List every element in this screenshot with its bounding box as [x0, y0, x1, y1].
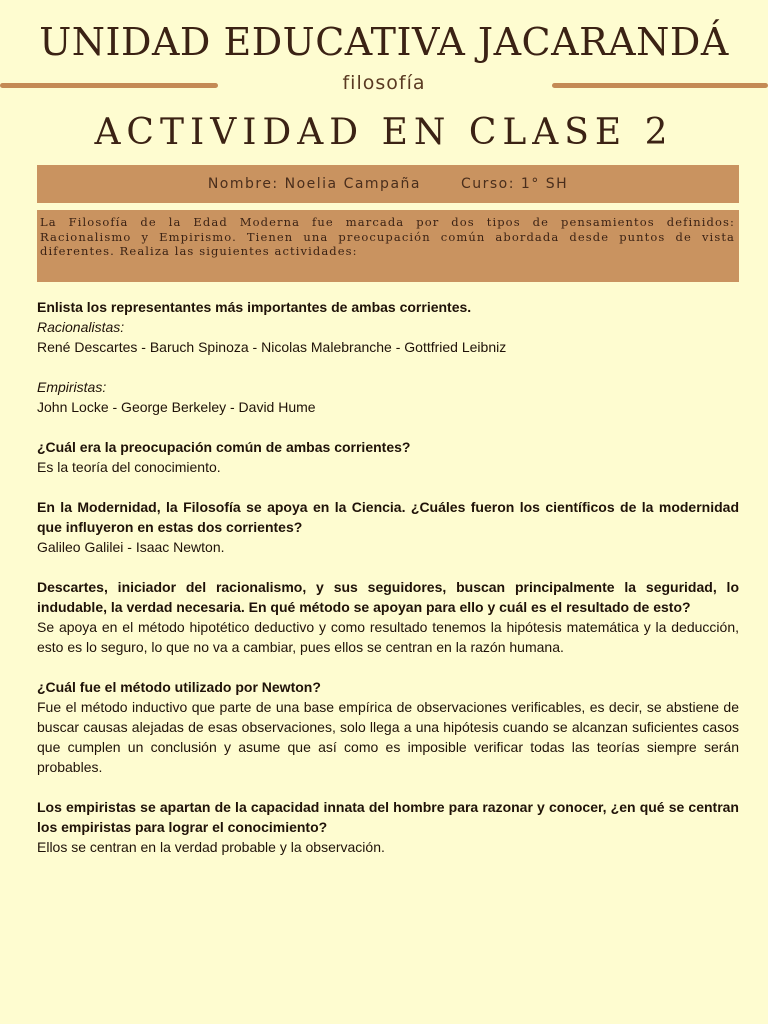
answer-4: Se apoya en el método hipotético deductivo y como resultado tenemos la hipótesis matemática y la deducción, esto es lo seguro, lo que no va a cambiar, pues ellos se centran en la razón humana. — [37, 619, 739, 655]
question-4: Descartes, iniciador del racionalismo, y sus seguidores, buscan principalmente la seguridad, lo indudable, la verdad necesaria. En qué método se apoyan para ello y cuál es el resultado de esto? — [37, 579, 739, 615]
decorative-brush-stroke-right — [552, 83, 768, 88]
answer-2: Es la teoría del conocimiento. — [37, 459, 221, 475]
question-6: Los empiristas se apartan de la capacidad innata del hombre para razonar y conocer, ¿en qué se centran los empiristas para lograr el conocimiento? — [37, 799, 739, 835]
question-1: Enlista los representantes más importantes de ambas corrientes. — [37, 299, 472, 315]
answer-6: Ellos se centran en la verdad probable y la observación. — [37, 839, 385, 855]
question-3: En la Modernidad, la Filosofía se apoya en la Ciencia. ¿Cuáles fueron los científicos de la modernidad que influyeron en estas dos corrientes? — [37, 499, 739, 535]
empiricists-label: Empiristas: — [37, 379, 107, 395]
student-info-bar — [37, 165, 739, 203]
rationalists-label: Racionalistas: — [37, 319, 125, 335]
question-2: ¿Cuál era la preocupación común de ambas corrientes? — [37, 439, 411, 455]
intro-box: La Filosofía de la Edad Moderna fue marcada por dos tipos de pensamientos definidos: Racionalismo y Empirismo. Tienen una preocupación común abordada desde puntos de vista diferentes. Realiza las siguientes actividades: — [37, 210, 739, 282]
answer-3: Galileo Galilei - Isaac Newton. — [37, 539, 225, 555]
empiricists-list: John Locke - George Berkeley - David Hume — [37, 399, 316, 415]
student-name: Nombre: Noelia Campaña — [207, 176, 421, 192]
student-course: Curso: 1° SH — [460, 176, 569, 192]
questions-section — [37, 297, 739, 857]
subject-row — [0, 72, 768, 100]
rationalists-list: René Descartes - Baruch Spinoza - Nicolas Malebranche - Gottfried Leibniz — [37, 339, 507, 355]
activity-title: ACTIVIDAD EN CLASE 2 — [94, 112, 674, 153]
subject-label: filosofía — [342, 72, 426, 94]
question-5: ¿Cuál fue el método utilizado por Newton? — [37, 679, 321, 695]
answer-5: Fue el método inductivo que parte de una base empírica de observaciones verificables, es decir, se abstiene de buscar causas alejadas de esas observaciones, solo llega a una hipótesis cuando se alcanzan suficientes casos que cumplen un conclusión y asume que así como es imposible verificar todas las teorías siempre serán probables. — [37, 699, 739, 775]
school-title: UNIDAD EDUCATIVA JACARANDÁ — [39, 20, 729, 64]
